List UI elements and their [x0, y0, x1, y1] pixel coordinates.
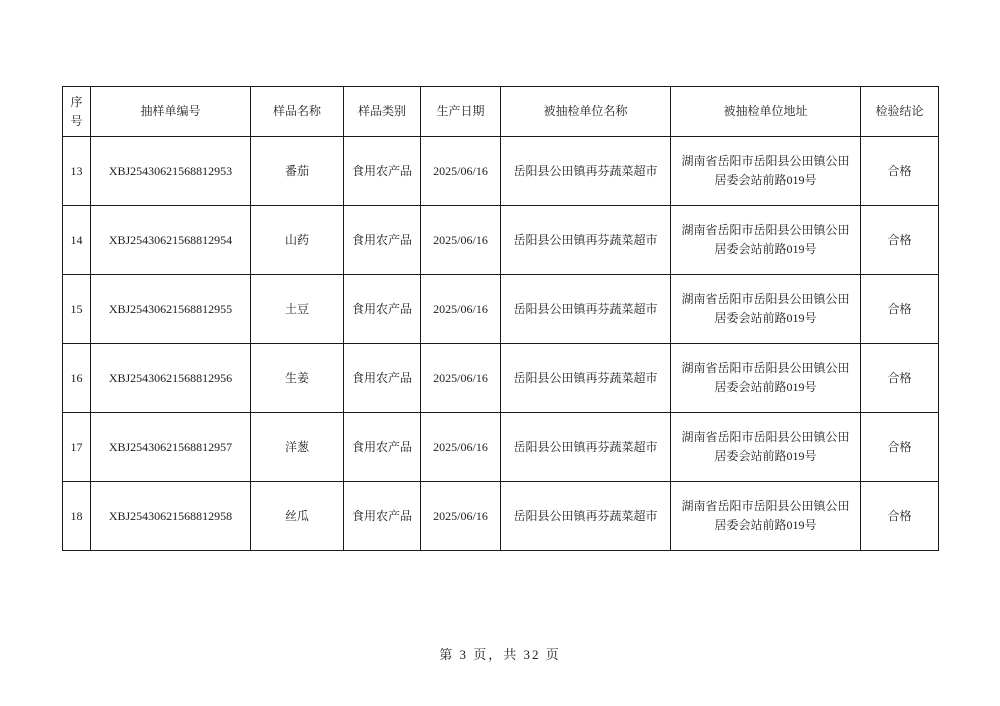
table-row [63, 482, 939, 551]
table-cell-address: 湖南省岳阳市岳阳县公田镇公田居委会站前路019号 [671, 482, 861, 551]
inspection-results-table [62, 86, 939, 551]
table-cell-unit: 岳阳县公田镇再芬蔬菜超市 [501, 275, 671, 344]
table-cell-no: 15 [63, 275, 91, 344]
table-cell-no: 17 [63, 413, 91, 482]
table-cell-code: XBJ25430621568812958 [91, 482, 251, 551]
header-cell-address: 被抽检单位地址 [671, 87, 861, 137]
header-cell-name: 样品名称 [251, 87, 344, 137]
table-cell-name: 山药 [251, 206, 344, 275]
table-cell-unit: 岳阳县公田镇再芬蔬菜超市 [501, 206, 671, 275]
table-cell-result: 合格 [861, 413, 939, 482]
table-cell-date: 2025/06/16 [421, 206, 501, 275]
table-cell-category: 食用农产品 [344, 482, 421, 551]
table-cell-name: 生姜 [251, 344, 344, 413]
header-cell-result: 检验结论 [861, 87, 939, 137]
table-cell-code: XBJ25430621568812954 [91, 206, 251, 275]
table-cell-date: 2025/06/16 [421, 275, 501, 344]
table-cell-category: 食用农产品 [344, 206, 421, 275]
table-cell-no: 18 [63, 482, 91, 551]
table-cell-unit: 岳阳县公田镇再芬蔬菜超市 [501, 482, 671, 551]
table-cell-code: XBJ25430621568812956 [91, 344, 251, 413]
table-cell-code: XBJ25430621568812953 [91, 137, 251, 206]
table-cell-unit: 岳阳县公田镇再芬蔬菜超市 [501, 137, 671, 206]
table-cell-unit: 岳阳县公田镇再芬蔬菜超市 [501, 344, 671, 413]
table-cell-name: 土豆 [251, 275, 344, 344]
header-cell-code: 抽样单编号 [91, 87, 251, 137]
table-cell-result: 合格 [861, 206, 939, 275]
table-cell-name: 番茄 [251, 137, 344, 206]
page-number-label: 第 3 页，共 32 页 [439, 647, 561, 662]
table-cell-category: 食用农产品 [344, 275, 421, 344]
table-row [63, 206, 939, 275]
table-header-row [63, 87, 939, 137]
header-cell-no: 序号 [63, 87, 91, 137]
table-cell-result: 合格 [861, 344, 939, 413]
table-cell-address: 湖南省岳阳市岳阳县公田镇公田居委会站前路019号 [671, 137, 861, 206]
table-cell-address: 湖南省岳阳市岳阳县公田镇公田居委会站前路019号 [671, 413, 861, 482]
table-cell-name: 丝瓜 [251, 482, 344, 551]
table-cell-result: 合格 [861, 275, 939, 344]
table-cell-date: 2025/06/16 [421, 137, 501, 206]
table-cell-category: 食用农产品 [344, 137, 421, 206]
header-cell-unit: 被抽检单位名称 [501, 87, 671, 137]
table-cell-category: 食用农产品 [344, 413, 421, 482]
table-cell-address: 湖南省岳阳市岳阳县公田镇公田居委会站前路019号 [671, 344, 861, 413]
table-row [63, 413, 939, 482]
table-cell-no: 14 [63, 206, 91, 275]
table-cell-unit: 岳阳县公田镇再芬蔬菜超市 [501, 413, 671, 482]
table-cell-name: 洋葱 [251, 413, 344, 482]
table-cell-result: 合格 [861, 482, 939, 551]
table-cell-date: 2025/06/16 [421, 482, 501, 551]
table-row [63, 137, 939, 206]
header-cell-category: 样品类别 [344, 87, 421, 137]
table-cell-address: 湖南省岳阳市岳阳县公田镇公田居委会站前路019号 [671, 275, 861, 344]
table-cell-no: 16 [63, 344, 91, 413]
table-cell-category: 食用农产品 [344, 344, 421, 413]
table-cell-date: 2025/06/16 [421, 413, 501, 482]
table-cell-result: 合格 [861, 137, 939, 206]
table-cell-date: 2025/06/16 [421, 344, 501, 413]
table-cell-address: 湖南省岳阳市岳阳县公田镇公田居委会站前路019号 [671, 206, 861, 275]
table-cell-no: 13 [63, 137, 91, 206]
table-row [63, 275, 939, 344]
table-cell-code: XBJ25430621568812955 [91, 275, 251, 344]
table-row [63, 344, 939, 413]
header-cell-date: 生产日期 [421, 87, 501, 137]
table-cell-code: XBJ25430621568812957 [91, 413, 251, 482]
